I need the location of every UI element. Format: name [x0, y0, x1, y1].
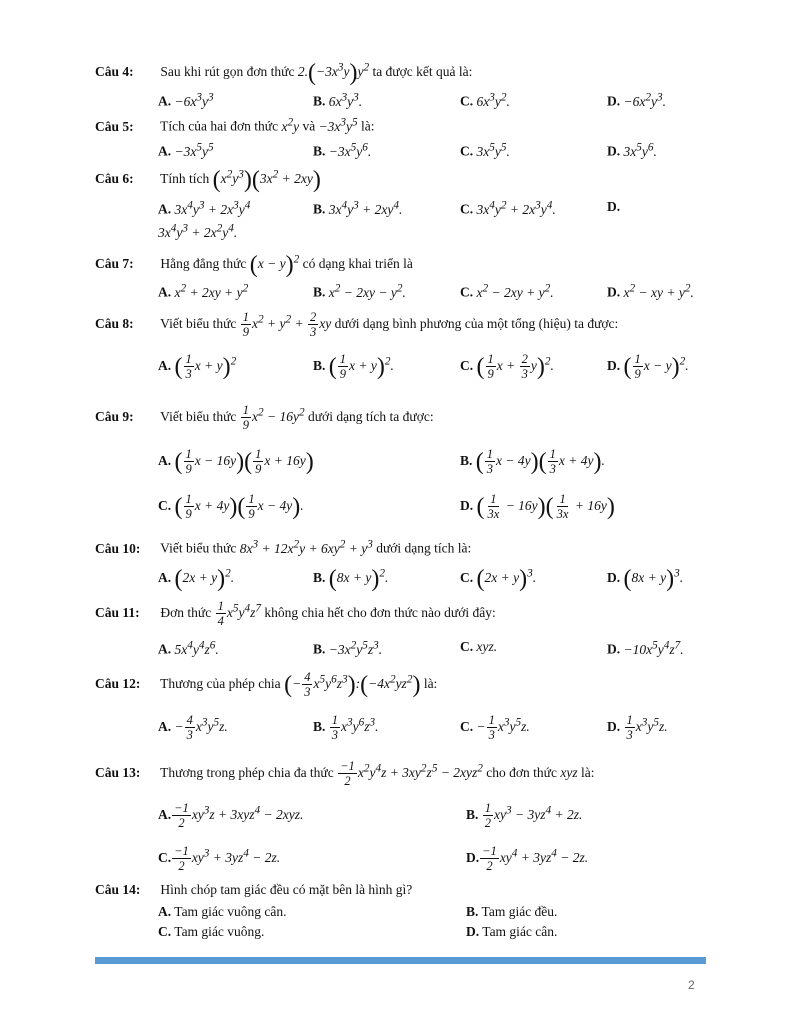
- question-11: [95, 599, 496, 629]
- option-d[interactable]: D. $\frac{-1}{2}$ $xy^4 + 3yz^4 - 2z$.: [466, 844, 589, 874]
- question-number: Câu 11:: [95, 604, 140, 620]
- option-a[interactable]: A. Tam giác vuông cân.: [158, 904, 287, 919]
- option-c[interactable]: C. $\frac{-1}{2}$ $xy^3 + 3yz^4 - 2z$.: [158, 844, 281, 874]
- question-text: Thương của phép chia (− $\frac{4}{3}$ $x^5y^6z^3):(-4x^2yz^2)$ là:: [160, 670, 438, 700]
- question-number: Câu 14:: [95, 882, 141, 897]
- question-text: Thương trong phép chia đa thức $\frac{-1}{2}$ $x^2y^4z + 3xy^2z^5 - 2xyz^2$ cho đơn thức xyz là:: [160, 759, 595, 789]
- option-c[interactable]: C. xyz.: [460, 639, 498, 654]
- question-4: [95, 61, 472, 85]
- question-number: Câu 6:: [95, 171, 134, 187]
- option-a[interactable]: A. ( $\frac{1}{9}$ x − 16y)( $\frac{1}{9}$ x + 16y): [158, 447, 314, 477]
- question-8: [95, 310, 618, 340]
- option-c[interactable]: C. $(2x + y)^3$.: [460, 566, 537, 592]
- option-c[interactable]: C. ( $\frac{1}{9}$ x + $\frac{2}{3}$ y)$^2$.: [460, 352, 554, 382]
- option-c[interactable]: C. $3x^4y^2 + 2x^3y^4$.: [460, 199, 556, 217]
- option-c[interactable]: C. ( $\frac{1}{9}$ x + 4y)( $\frac{1}{9}$ x − 4y).: [158, 492, 304, 522]
- option-b[interactable]: B. ( $\frac{1}{3}$ x − 4y)( $\frac{1}{3}$ x + 4y).: [460, 447, 605, 477]
- question-5: [95, 116, 375, 135]
- option-b[interactable]: B. $-3x^5y^6$.: [313, 141, 372, 159]
- question-text: Sau khi rút gọn đơn thức $2.(-3x^3y)y^2$ ta được kết quả là:: [160, 60, 473, 86]
- question-number: Câu 13:: [95, 764, 141, 780]
- question-number: Câu 9:: [95, 408, 134, 424]
- option-d[interactable]: D. $\frac{1}{3}$ $x^3y^5z$.: [607, 713, 668, 743]
- option-a[interactable]: A. $\frac{-1}{2}$ $xy^3z + 3xyz^4 - 2xyz$.: [158, 801, 304, 831]
- option-c[interactable]: C. Tam giác vuông.: [158, 924, 265, 939]
- option-c[interactable]: C. $x^2 - 2xy + y^2$.: [460, 282, 554, 300]
- option-c[interactable]: C. $3x^5y^5$.: [460, 141, 510, 159]
- option-d[interactable]: D. $x^2$ − xy + $y^2$.: [607, 282, 694, 300]
- option-d[interactable]: $3x^4y^3 + 2x^2y^4$.: [158, 222, 238, 240]
- option-b[interactable]: B. $x^2 - 2xy - y^2$.: [313, 282, 406, 300]
- option-a[interactable]: A. $-6x^3y^3$: [158, 91, 214, 109]
- question-text: Tích của hai đơn thức $x^2y$ và $-3x^3y^5$ là:: [160, 116, 375, 134]
- option-a[interactable]: A. $5x^4y^4z^6$.: [158, 639, 219, 657]
- option-d-label[interactable]: D.: [607, 199, 621, 214]
- option-b[interactable]: B. Tam giác đều.: [466, 904, 558, 919]
- option-b[interactable]: B. ( $\frac{1}{9}$ x + y)$^2$.: [313, 352, 394, 382]
- option-d[interactable]: D. $-10x^5y^4z^7$.: [607, 639, 684, 657]
- question-12: [95, 670, 437, 700]
- option-a[interactable]: A. $-3x^5y^5$: [158, 141, 214, 159]
- option-b[interactable]: B. $\frac{1}{2}$ $xy^3 - 3yz^4 + 2z$.: [466, 801, 583, 831]
- option-b[interactable]: B. $-3x^2y^5z^3$.: [313, 639, 383, 657]
- question-9: [95, 403, 434, 433]
- option-a[interactable]: A. ( $\frac{1}{3}$ x + y)$^2$: [158, 352, 237, 382]
- option-b[interactable]: B. $(8x + y)^2$.: [313, 566, 389, 592]
- question-14: [95, 882, 412, 898]
- question-text: Viết biểu thức $\frac{1}{9}$ $x^2 - 16y^2$ dưới dạng tích ta được:: [160, 403, 434, 433]
- question-10: [95, 538, 471, 557]
- question-number: Câu 7:: [95, 256, 134, 272]
- question-number: Câu 10:: [95, 540, 141, 556]
- option-d[interactable]: D. $(8x + y)^3$.: [607, 566, 684, 592]
- page-number: 2: [688, 978, 695, 992]
- option-c[interactable]: C. − $\frac{1}{3}$ $x^3y^5z$.: [460, 713, 530, 743]
- option-c[interactable]: C. $6x^3y^2$.: [460, 91, 510, 109]
- question-number: Câu 5:: [95, 118, 134, 134]
- option-a[interactable]: A. $(2x + y)^2$.: [158, 566, 235, 592]
- question-text: Viết biểu thức $8x^3 + 12x^2y + 6xy^2 + y^3$ dưới dạng tích là:: [160, 538, 472, 556]
- footer-divider: [95, 957, 706, 964]
- question-number: Câu 4:: [95, 64, 134, 80]
- option-d[interactable]: D. $-6x^2y^3$.: [607, 91, 666, 109]
- option-d[interactable]: D. ( $\frac{1}{3x}$ − 16y)( $\frac{1}{3x}$ + 16y): [460, 492, 615, 522]
- option-b[interactable]: B. $6x^3y^3$.: [313, 91, 363, 109]
- question-text: Tính tích $(x^2y^3)(3x^2 + 2xy)$: [160, 167, 321, 193]
- question-number: Câu 8:: [95, 315, 134, 331]
- option-a[interactable]: A. − $\frac{4}{3}$ $x^3y^5z$.: [158, 713, 228, 743]
- option-d[interactable]: D. ( $\frac{1}{9}$ x − y)$^2$.: [607, 352, 689, 382]
- question-number: Câu 12:: [95, 675, 141, 691]
- question-text: Đơn thức $\frac{1}{4}$ $x^5y^4z^7$ không chia hết cho đơn thức nào dưới đây:: [160, 599, 496, 629]
- question-13: [95, 759, 595, 789]
- option-b[interactable]: B. $3x^4y^3 + 2xy^4$.: [313, 199, 403, 217]
- option-a[interactable]: A. $x^2 + 2xy + y^2$: [158, 282, 249, 300]
- option-d[interactable]: D. Tam giác cân.: [466, 924, 558, 939]
- question-text: Hình chóp tam giác đều có mặt bên là hình gì?: [160, 882, 413, 897]
- question-text: Hằng đẳng thức $(x - y)^2$ có dạng khai triển là: [160, 252, 413, 278]
- question-7: [95, 253, 413, 277]
- option-d[interactable]: D. $3x^5y^6$.: [607, 141, 657, 159]
- option-a[interactable]: A. $3x^4y^3 + 2x^3y^4$: [158, 199, 251, 217]
- question-6: [95, 168, 321, 192]
- option-b[interactable]: B. $\frac{1}{3}$ $x^3y^6z^3$.: [313, 713, 379, 743]
- question-text: Viết biểu thức $\frac{1}{9}$ $x^2 + y^2$ + $\frac{2}{3}$ xy dưới dạng bình phương của một tổng (hiệu) ta được:: [160, 310, 619, 340]
